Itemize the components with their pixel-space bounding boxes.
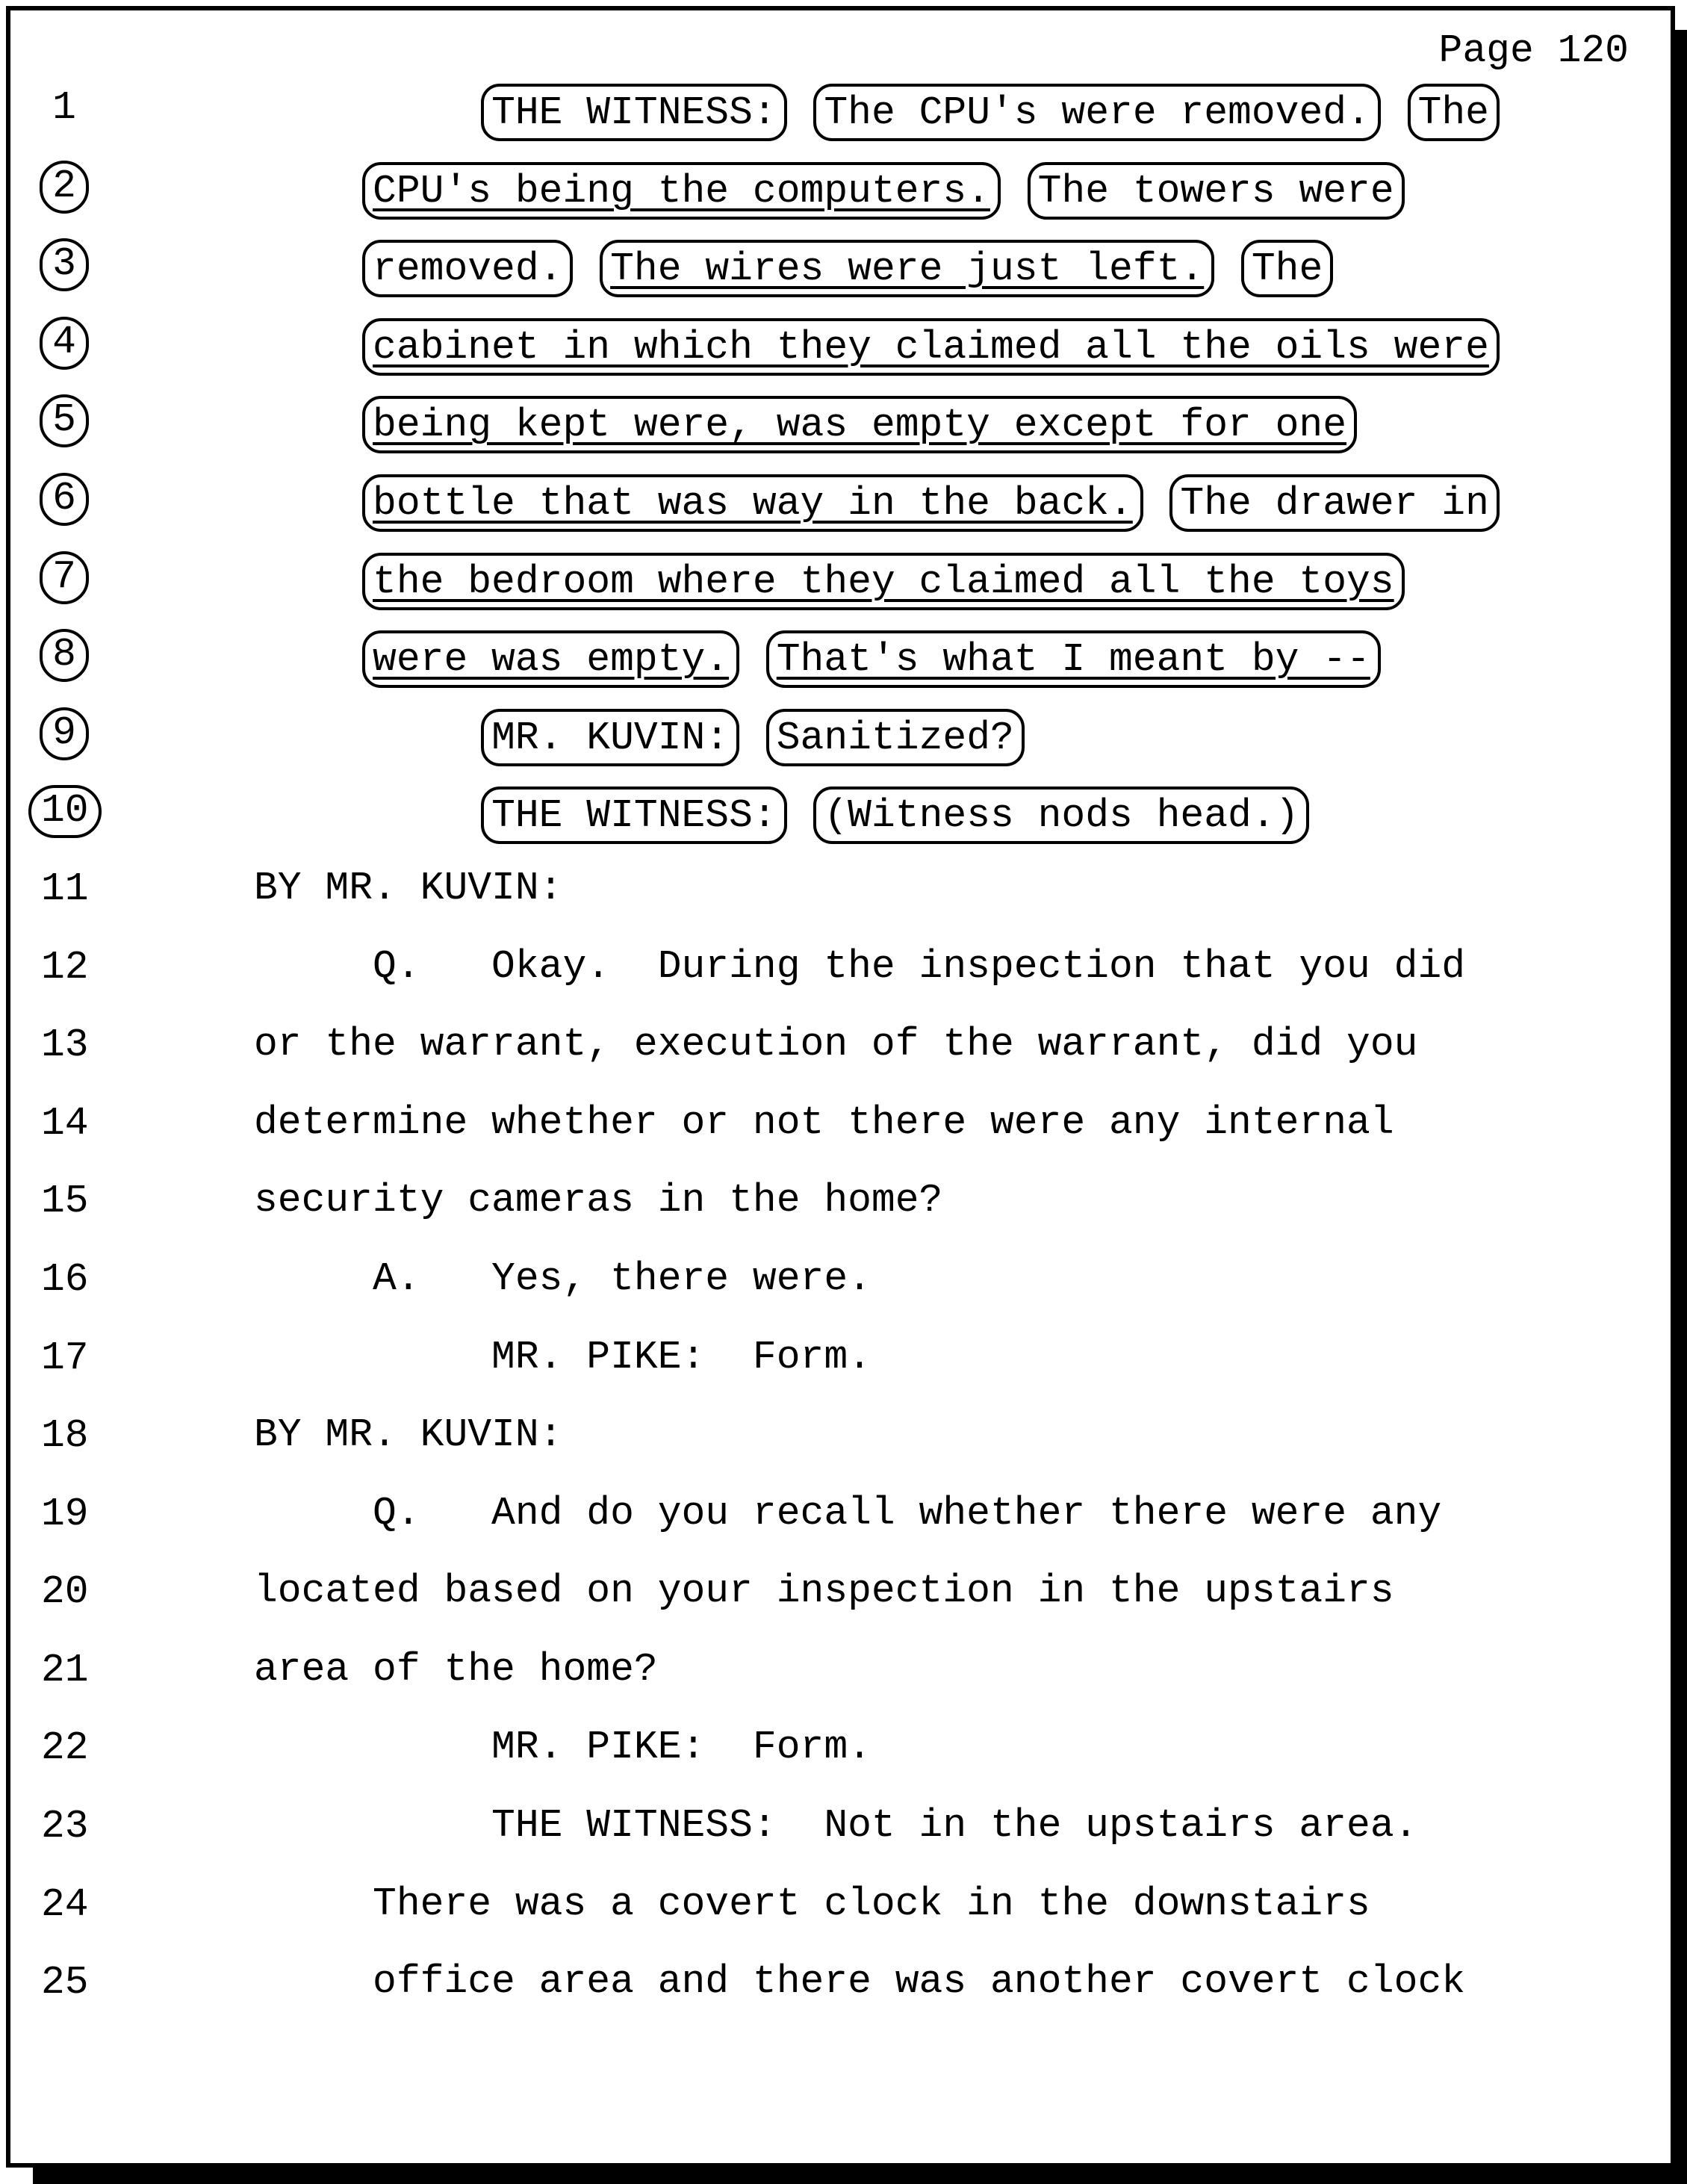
line-text (254, 474, 1489, 532)
transcript-line (0, 150, 1687, 229)
circled-phrase-annotation: THE WITNESS: (481, 787, 787, 844)
text-segment: office area and there was another covert clock (254, 1959, 1466, 2005)
text-segment (254, 246, 373, 291)
circled-phrase-annotation: removed. (362, 240, 573, 297)
line-number-cell (28, 1957, 100, 2010)
transcript-line (0, 384, 1687, 462)
line-number-cell (28, 1020, 100, 1073)
line-text (254, 1958, 1465, 2006)
circled-phrase-annotation: bottle that was way in the back. (362, 474, 1143, 532)
line-text (254, 943, 1465, 991)
line-text (254, 1412, 562, 1459)
text-segment: A. Yes, there were. (254, 1256, 872, 1301)
text-segment: There was a covert clock in the downstairs (254, 1881, 1370, 1926)
line-text (254, 1724, 872, 1772)
circled-line-number: 5 (40, 394, 89, 447)
text-segment (254, 90, 491, 135)
circled-phrase-annotation: CPU's being the computers. (362, 162, 1001, 220)
line-text (254, 1802, 1417, 1850)
circled-phrase-annotation: MR. KUVIN: (481, 709, 739, 766)
text-segment (254, 481, 373, 526)
line-text (254, 553, 1394, 610)
line-number-cell (28, 473, 100, 526)
transcript-line (0, 1165, 1687, 1244)
circled-phrase-annotation: The wires were just left. (600, 240, 1214, 297)
circled-phrase-annotation: The drawer in (1169, 474, 1499, 532)
line-number: 21 (41, 1647, 89, 1693)
line-number-cell (28, 82, 100, 135)
transcript-line (0, 853, 1687, 931)
line-number-cell (28, 942, 100, 995)
page-number: Page 120 (1438, 28, 1629, 73)
transcript-line (0, 618, 1687, 697)
line-text (254, 1646, 658, 1694)
transcript-line (0, 1322, 1687, 1400)
line-number-cell (28, 394, 100, 447)
line-number-cell (28, 863, 100, 916)
line-number: 23 (41, 1804, 89, 1849)
text-segment (254, 325, 373, 370)
line-number: 11 (41, 866, 89, 911)
line-text (254, 240, 1323, 297)
transcript-line (0, 1869, 1687, 1947)
line-number-cell (28, 1566, 100, 1619)
line-number: 25 (41, 1960, 89, 2005)
line-text (254, 1881, 1370, 1929)
line-number: 19 (41, 1491, 89, 1536)
line-number-cell (28, 161, 100, 214)
circled-phrase-annotation: The CPU's were removed. (813, 84, 1381, 141)
line-number-cell (28, 629, 100, 682)
line-number: 24 (41, 1881, 89, 1927)
line-number-cell (28, 317, 100, 370)
line-text (254, 1021, 1417, 1069)
text-segment: or the warrant, execution of the warrant, did you (254, 1022, 1418, 1067)
line-text (254, 318, 1489, 376)
line-number: 14 (41, 1100, 89, 1146)
circled-line-number: 4 (40, 317, 89, 370)
transcript-line (0, 306, 1687, 385)
circled-line-number: 8 (40, 629, 89, 682)
line-number: 22 (41, 1725, 89, 1771)
transcript (0, 72, 1687, 2025)
transcript-line (0, 1556, 1687, 1634)
text-segment (254, 559, 373, 604)
line-text (254, 865, 562, 913)
circled-line-number: 6 (40, 473, 89, 526)
line-number: 18 (41, 1413, 89, 1459)
transcript-line (0, 1478, 1687, 1557)
circled-phrase-annotation: That's what I meant by -- (766, 630, 1381, 688)
transcript-line (0, 462, 1687, 541)
line-number: 12 (41, 944, 89, 990)
text-segment: determine whether or not there were any internal (254, 1099, 1394, 1145)
line-text (254, 630, 1370, 688)
circled-phrase-annotation: were was empty. (362, 630, 739, 688)
transcript-line (0, 1400, 1687, 1478)
text-segment: MR. PIKE: Form. (254, 1334, 872, 1380)
line-number-cell (28, 1489, 100, 1542)
line-text (254, 1177, 942, 1225)
line-text (254, 1490, 1441, 1538)
line-text (254, 709, 1014, 766)
line-text (254, 396, 1346, 453)
line-number-cell (28, 1801, 100, 1854)
text-segment: area of the home? (254, 1646, 658, 1692)
line-number-cell (28, 707, 100, 760)
line-number-cell (28, 551, 100, 604)
text-segment (254, 169, 373, 214)
circled-phrase-annotation: Sanitized? (766, 709, 1025, 766)
text-segment (254, 403, 373, 447)
line-text (254, 162, 1394, 220)
circled-phrase-annotation: The (1241, 240, 1333, 297)
text-segment: located based on your inspection in the upstairs (254, 1569, 1394, 1614)
text-segment: BY MR. KUVIN: (254, 865, 563, 910)
transcript-line (0, 1634, 1687, 1713)
line-number: 20 (41, 1569, 89, 1615)
circled-line-number: 3 (40, 238, 89, 291)
transcript-line (0, 775, 1687, 853)
line-number-cell (28, 1254, 100, 1307)
transcript-line (0, 72, 1687, 150)
line-number-cell (28, 1098, 100, 1151)
text-segment: BY MR. KUVIN: (254, 1412, 563, 1458)
transcript-line (0, 541, 1687, 619)
circled-line-number: 2 (40, 161, 89, 214)
line-number: 17 (41, 1335, 89, 1380)
line-text (254, 84, 1489, 141)
line-text (254, 1568, 1394, 1616)
line-number-cell (28, 1410, 100, 1463)
circled-phrase-annotation: The (1408, 84, 1500, 141)
line-number-cell (28, 1879, 100, 1932)
line-number: 15 (41, 1179, 89, 1224)
transcript-line (0, 1790, 1687, 1869)
line-number-cell (28, 1176, 100, 1229)
circled-line-number: 10 (28, 785, 102, 838)
line-number-cell (28, 238, 100, 291)
line-number-cell (28, 1333, 100, 1386)
text-segment: Q. Okay. During the inspection that you did (254, 943, 1466, 989)
line-text (254, 1099, 1394, 1147)
circled-phrase-annotation: being kept were, was empty except for one (362, 396, 1357, 453)
text-segment: security cameras in the home? (254, 1178, 943, 1223)
line-number-cell (28, 1645, 100, 1698)
line-text (254, 787, 1299, 844)
line-number: 16 (41, 1256, 89, 1302)
text-segment (254, 716, 491, 760)
circled-phrase-annotation: cabinet in which they claimed all the oils were (362, 318, 1500, 376)
transcript-line (0, 1088, 1687, 1166)
circled-phrase-annotation: THE WITNESS: (481, 84, 787, 141)
line-text (254, 1256, 872, 1303)
transcript-line (0, 1009, 1687, 1088)
line-number-cell (28, 785, 100, 838)
text-segment (254, 793, 491, 838)
text-segment: MR. PIKE: Form. (254, 1725, 872, 1770)
transcript-line (0, 697, 1687, 775)
transcript-line (0, 1712, 1687, 1790)
circled-line-number: 9 (40, 707, 89, 760)
circled-phrase-annotation: The towers were (1028, 162, 1405, 220)
transcript-line (0, 1244, 1687, 1322)
transcript-line (0, 1946, 1687, 2025)
line-text (254, 1334, 872, 1382)
line-number: 1 (52, 85, 76, 130)
transcript-line (0, 931, 1687, 1010)
text-segment (254, 637, 373, 682)
transcript-line (0, 228, 1687, 306)
circled-phrase-annotation: the bedroom where they claimed all the toys (362, 553, 1405, 610)
circled-phrase-annotation: (Witness nods head.) (813, 787, 1309, 844)
line-number: 13 (41, 1023, 89, 1068)
text-segment: Q. And do you recall whether there were any (254, 1490, 1442, 1536)
text-segment: THE WITNESS: Not in the upstairs area. (254, 1803, 1418, 1849)
line-number-cell (28, 1722, 100, 1775)
circled-line-number: 7 (40, 551, 89, 604)
